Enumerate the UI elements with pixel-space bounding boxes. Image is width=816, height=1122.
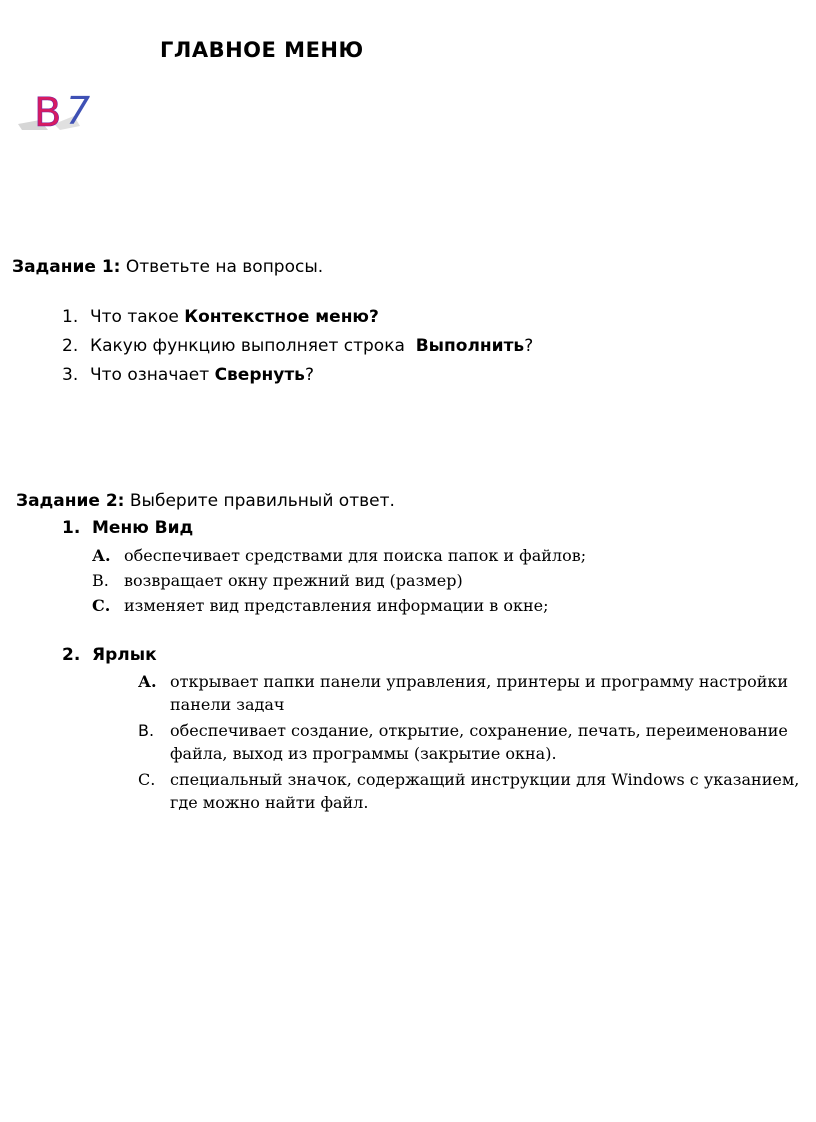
option-text: специальный значок, содержащий инструкции для Windows с указанием, где можно найти файл.	[170, 770, 800, 812]
section-title: Ярлык	[92, 645, 157, 665]
task1-instruction: Ответьте на вопросы.	[125, 257, 324, 277]
option-text: открывает папки панели управления, принтеры и программу настройки панели задач	[170, 672, 789, 714]
question-item	[62, 365, 533, 394]
question-text: Что такое	[90, 307, 185, 327]
option-text: изменяет вид представления информации в окне;	[124, 596, 549, 615]
answer-option	[92, 571, 586, 596]
page-title: ГЛАВНОЕ МЕНЮ	[160, 38, 364, 62]
option-text: обеспечивает создание, открытие, сохранение, печать, переименование файла, выход из программы (закрытие окна).	[170, 721, 788, 763]
answer-option	[138, 670, 808, 716]
answer-option	[138, 768, 808, 814]
section-number: 1.	[62, 518, 81, 538]
svg-text:7: 7	[66, 89, 91, 133]
section-number: 2.	[62, 645, 81, 665]
question-term: Контекстное меню?	[184, 307, 379, 327]
question-end: ?	[524, 336, 534, 356]
question-item	[62, 336, 533, 365]
option-letter: С.	[92, 596, 111, 615]
section-title: Меню Вид	[92, 518, 194, 538]
option-letter: А.	[92, 546, 111, 565]
answer-option	[138, 719, 808, 765]
answer-option	[92, 546, 586, 571]
task1-question-list	[62, 307, 533, 394]
task2-section-2-heading	[62, 645, 157, 665]
option-text: обеспечивает средствами для поиска папок и файлов;	[124, 546, 587, 565]
option-letter: В.	[92, 571, 109, 590]
task1-heading	[12, 257, 323, 277]
task2-label: Задание 2:	[16, 491, 125, 511]
question-item	[62, 307, 533, 336]
task2-section-1-heading	[62, 518, 193, 538]
b7-logo-icon	[14, 86, 94, 136]
question-number: 3.	[62, 365, 79, 385]
answer-option	[92, 596, 586, 621]
question-term: Выполнить	[415, 336, 525, 356]
option-letter: С.	[138, 770, 156, 789]
svg-text:В: В	[34, 90, 62, 136]
option-letter: В.	[138, 721, 155, 740]
question-number: 2.	[62, 336, 79, 356]
question-end: ?	[304, 365, 314, 385]
task2-heading	[16, 491, 395, 511]
task2-section-2-options	[138, 670, 808, 817]
task2-section-1-options	[92, 546, 586, 621]
question-text: Что означает	[90, 365, 215, 385]
question-number: 1.	[62, 307, 79, 327]
question-term: Свернуть	[214, 365, 305, 385]
question-text: Какую функцию выполняет строка	[90, 336, 416, 356]
option-letter: А.	[138, 672, 157, 691]
task2-instruction: Выберите правильный ответ.	[129, 491, 395, 511]
option-text: возвращает окну прежний вид (размер)	[124, 571, 463, 590]
task1-label: Задание 1:	[12, 257, 121, 277]
